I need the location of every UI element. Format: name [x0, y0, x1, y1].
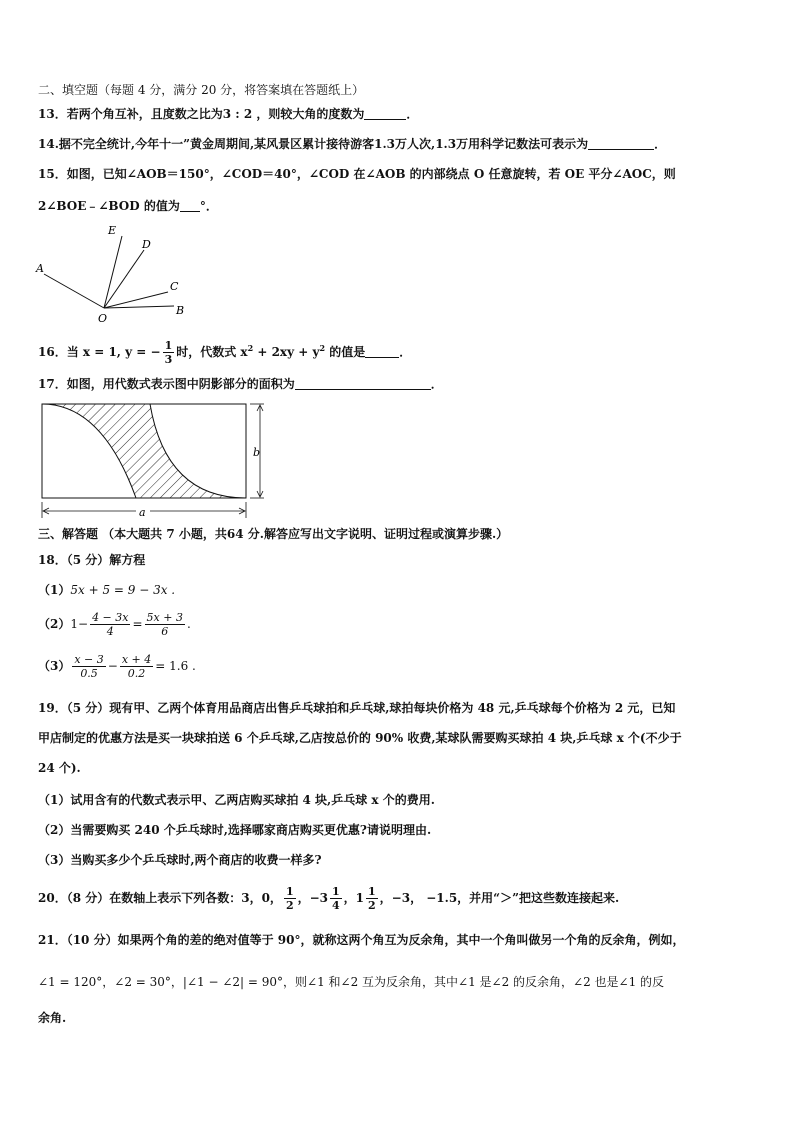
label-b: b: [253, 446, 261, 459]
label-D: D: [142, 238, 151, 251]
label-O: O: [98, 312, 108, 325]
question-16: 16．当 x = 1, y = − $\frac{1}{3}$ 时，代数式 $x^2 + 2xy + y^2$ 的值是 ．: [38, 339, 412, 366]
question-20: 20．（8 分）在数轴上表示下列各数：3，0， $\frac{1}{2}$ ，−3 $\frac{1}{4}$ ，1 $\frac{1}{2}$ ，−3， −1.5，并用“＞”把这些数连接起来.: [38, 885, 620, 912]
fraction-one-third: $\frac{1}{3}$: [164, 339, 173, 366]
label-a: a: [139, 506, 146, 519]
answer-blank-17: [295, 377, 431, 390]
answer-blank-16: [365, 345, 399, 358]
question-13-text: 若两个角互补，且度数之比为3 : 2 ，则较大角的度数为: [66, 107, 365, 121]
question-14-text: 据不完全统计,今年十一”黄金周期间,某风景区累计接待游客1.3万人次,1.3万用科学记数法可表示为: [58, 137, 589, 151]
question-21-line2: ∠1 = 120°，∠2 = 30°，|∠1 − ∠2| = 90°，则∠1 和∠2 互为反余角，其中∠1 是∠2 的反余角，∠2 也是∠1 的反: [38, 975, 665, 989]
question-18-part1: （1）5x + 5 = 9 − 3x .: [38, 583, 176, 597]
question-19-part2: （2）当需要购买 240 个乒乓球时,选择哪家商店购买更优惠?请说明理由.: [38, 823, 432, 837]
question-14: 14.据不完全统计,今年十一”黄金周期间,某风景区累计接待游客1.3万人次,1.3万用科学记数法可表示为 ．: [38, 137, 667, 151]
question-19-line1: 19．（5 分）现有甲、乙两个体育用品商店出售乒乓球拍和乒乓球,球拍每块价格为 48 元,乒乓球每个价格为 2 元，已知: [38, 701, 676, 715]
question-18-part2: （2）1− $\frac{4 - 3x}{4}$ = $\frac{5x + 3}{6}$ .: [38, 611, 191, 638]
question-13: 13．若两个角互补，且度数之比为3 : 2 ，则较大角的度数为 ．: [38, 107, 419, 121]
question-19-part1: （1）试用含有的代数式表示甲、乙两店购买球拍 4 块,乒乓球 x 个的费用.: [38, 793, 435, 807]
label-C: C: [170, 280, 179, 293]
question-18-title: 18．（5 分）解方程: [38, 553, 146, 567]
question-19-line3: 24 个).: [38, 761, 81, 775]
question-15-line2: 2∠BOE﹣∠BOD 的值为 °．: [38, 199, 218, 213]
question-19-part3: （3）当购买多少个乒乓球时,两个商店的收费一样多?: [38, 853, 322, 867]
answer-blank-15: [180, 199, 200, 212]
answer-blank-14: [588, 137, 654, 150]
angle-figure-15: [30, 218, 200, 326]
answer-blank-13: [364, 107, 406, 120]
section-heading-fill-blank: 二、填空题（每题 4 分，满分 20 分，将答案填在答题纸上）: [38, 83, 365, 97]
section-heading-solve: 三、解答题 （本大题共 7 小题，共64 分.解答应写出文字说明、证明过程或演算步骤.）: [38, 527, 509, 541]
question-21-line1: 21．（10 分）如果两个角的差的绝对值等于 90°，就称这两个角互为反余角，其中一个角叫做另一个角的反余角，例如，: [38, 933, 685, 947]
question-13-number: 13．: [38, 107, 67, 121]
label-B: B: [176, 304, 185, 317]
shaded-area-figure-17: [32, 398, 272, 522]
question-15-line1: 15．如图，已知∠AOB＝150°，∠COD＝40°，∠COD 在∠AOB 的内部绕点 O 任意旋转，若 OE 平分∠AOC，则: [38, 167, 676, 181]
question-21-line3: 余角.: [38, 1011, 67, 1025]
question-19-line2: 甲店制定的优惠方法是买一块球拍送 6 个乒乓球,乙店按总价的 90% 收费,某球队需要购买球拍 4 块,乒乓球 x 个(不少于: [38, 731, 682, 745]
question-17: 17．如图，用代数式表示图中阴影部分的面积为 ．: [38, 377, 443, 391]
label-E: E: [108, 224, 117, 237]
label-A: A: [36, 262, 44, 275]
question-18-part3: （3） $\frac{x - 3}{0.5}$ − $\frac{x + 4}{0.2}$ = 1.6 .: [38, 653, 196, 680]
